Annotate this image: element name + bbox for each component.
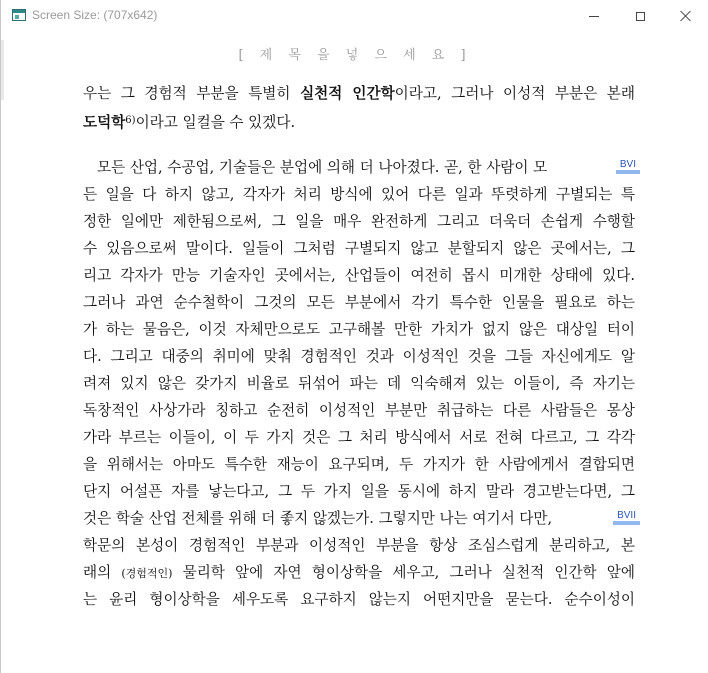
text-line: 단지 어설픈 자를 낳는다고, 그 두 가지 일을 동시에 하지 말라 경고받는다면, 그 [83, 483, 635, 500]
minimize-button[interactable] [571, 0, 617, 32]
text-line: 래의 (경험적인) 물리학 앞에 자연 형이상학을 세우고, 그러나 실천적 인간학 앞에 [83, 564, 635, 581]
bold-term: 실천적 인간학 [300, 85, 395, 102]
text-line: 모든 산업, 수공업, 기술들은 분업에 의해 더 나아졌다. 곧, 한 사람이 모 BVI [83, 154, 635, 181]
text-line: 든 일을 다 하지 않고, 각자가 처리 방식에 있어 다른 일과 뚜렷하게 구별되는 특 [83, 186, 635, 203]
text-line: 을 위해서는 아마도 특수한 재능이 요구되며, 두 가지가 한 사람에게서 결합되면 [83, 456, 635, 473]
document-body [83, 80, 635, 613]
footnote-ref[interactable]: 6) [125, 115, 136, 126]
text-line: 리고 각자가 만능 기술자인 곳에서는, 산업들이 여전히 몹시 미개한 상태에 있다. [83, 267, 635, 284]
text-line: 다. 그리고 대중의 취미에 맞춰 경험적인 것과 이성적인 것을 그들 자신에게도 알 [83, 348, 635, 365]
close-icon [680, 10, 692, 22]
text-line: 정한 일에만 제한됨으로써, 그 일을 매우 완전하게 그리고 더욱더 손쉽게 수행할 [83, 213, 635, 230]
text-line: 가라 부르는 이들이, 이 두 가지 것은 그 처리 방식에서 서로 전혀 다르고, 그 각각 [83, 429, 635, 446]
maximize-icon [636, 12, 645, 21]
bold-term: 도덕학 [83, 114, 126, 131]
page-title: [ 제 목 을 넣 으 세 요 ] [238, 48, 472, 63]
text-line: 학문의 본성이 경험적인 부분과 이성적인 부분을 항상 조심스럽게 분리하고, 본 [83, 537, 635, 554]
app-window-icon [12, 9, 26, 21]
text-line: 려져 있지 않은 갖가지 비율로 뒤섞어 파는 데 익숙해져 있는 이들이, 즉 자기는 [83, 375, 635, 392]
text-line: 것은 학술 산업 전체를 위해 더 좋지 않겠는가. 그렇지만 나는 여기서 다만, BVII [83, 505, 635, 532]
text-line: 도덕학$^{6)}$이라고 일컬을 수 있겠다. [83, 114, 296, 131]
page-marker-badge[interactable]: BVII [613, 509, 640, 525]
text-line: 우는 그 경험적 부분을 특별히 실천적 인간학이라고, 그러나 이성적 부분은 본래 [83, 85, 635, 102]
close-button[interactable] [663, 0, 708, 32]
parenthetical: (경험적인) [121, 567, 173, 580]
title-bar[interactable] [1, 0, 708, 32]
text-line: 가 하는 물음은, 이것 자체만으로도 고구해볼 만한 가치가 없지 않은 대상일 터이 [83, 321, 635, 338]
text-line: 는 윤리 형이상학을 세우도록 요구하지 않는지 어떤지만을 묻는다. 순수이성이 [83, 591, 635, 608]
maximize-button[interactable] [617, 0, 663, 32]
page-marker-badge[interactable]: BVI [616, 158, 640, 174]
text-line: 그러나 과연 순수철학이 그것의 모든 부분에서 각기 특수한 인물을 필요로 하는 [83, 294, 635, 311]
minimize-icon [589, 16, 599, 17]
text-line: 수 있음으로써 말이다. 일들이 그처럼 구별되지 않고 분할되지 않은 곳에서는, 그 [83, 240, 635, 257]
text-line: 독창적인 사상가라 칭하고 순전히 이성적인 부분만 취급하는 다른 사람들은 몽상 [83, 402, 635, 419]
window-title: Screen Size: (707x642) [32, 8, 158, 22]
